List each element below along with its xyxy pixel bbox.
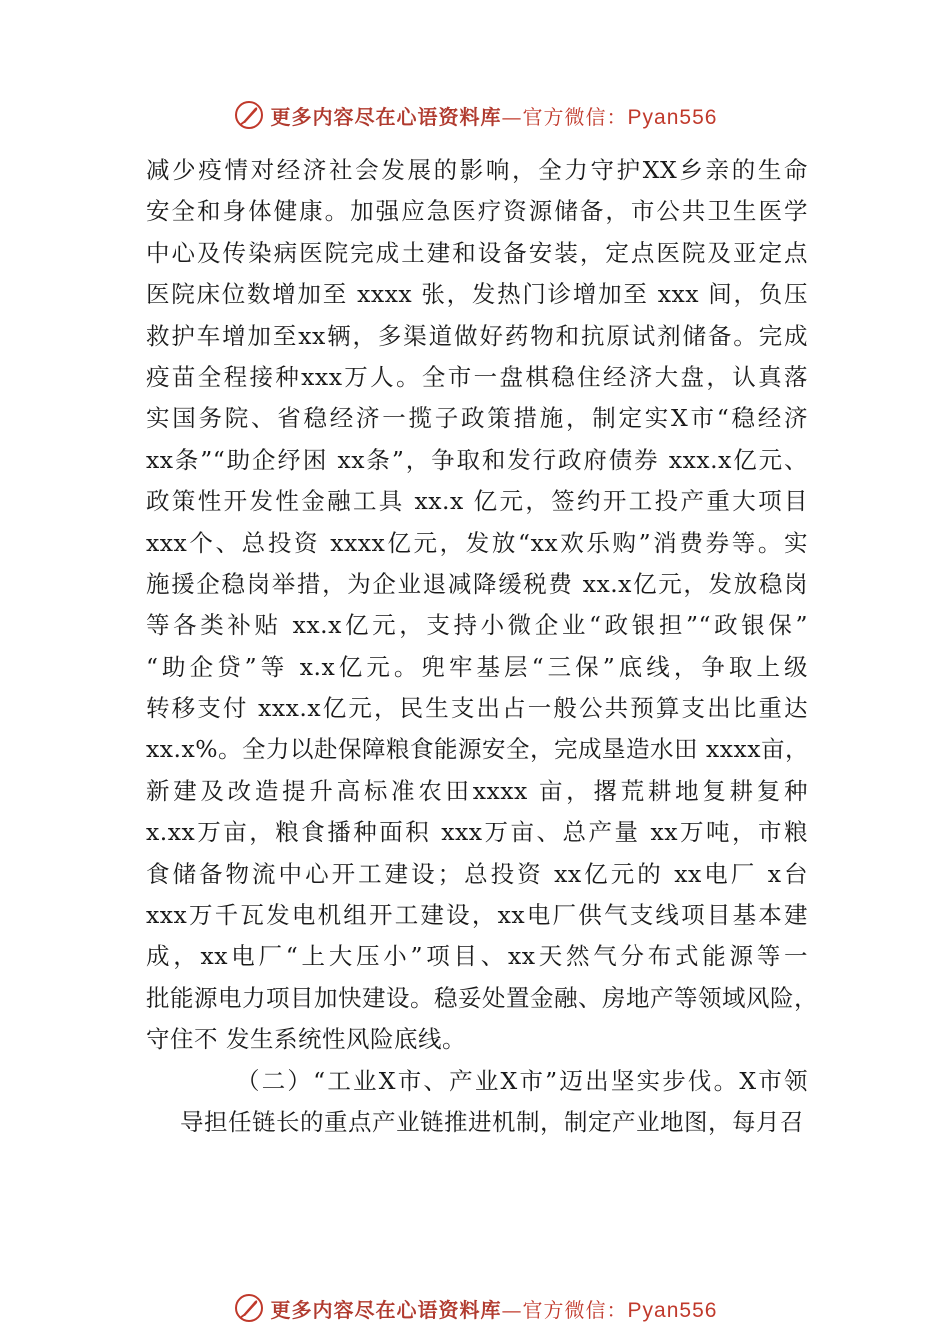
body-line: 成，xx电厂“上大压小”项目、xx天然气分布式能源等一 <box>146 942 808 971</box>
body-line: 新建及改造提升高标准农田xxxx 亩，撂荒耕地复耕复种 <box>146 776 808 805</box>
body-line: 疫苗全程接种xxx万人。全市一盘棋稳住经济大盘，认真落 <box>146 362 808 391</box>
section-heading: （二）“工业X市、产业X市”迈出坚实步伐。X市领 <box>236 1066 808 1095</box>
header-brand: 更多内容尽在心语资料库 <box>270 104 502 129</box>
footer-separator: — <box>501 1297 523 1322</box>
footer-banner-text <box>271 1294 718 1323</box>
body-line: 救护车增加至xx辆，多渠道做好药物和抗原试剂储备。完成 <box>146 321 808 350</box>
body-line: 安全和身体健康。加强应急医疗资源储备，市公共卫生医学 <box>146 197 808 226</box>
quill-logo-icon <box>233 1292 265 1324</box>
body-line: xx条”“助企纾困 xx条”，争取和发行政府债券 xxx.x亿元、 <box>146 445 808 474</box>
body-line: x.xx万亩，粮食播种面积 xxx万亩、总产量 xx万吨，市粮 <box>146 818 808 847</box>
quill-logo-icon <box>233 99 265 131</box>
body-line: 转移支付 xxx.x亿元，民生支出占一般公共预算支出比重达 <box>146 694 808 723</box>
body-line: 实国务院、省稳经济一揽子政策措施，制定实X市“稳经济 <box>146 404 808 433</box>
section-continuation: 导担任链长的重点产业链推进机制，制定产业地图，每月召 <box>180 1107 804 1136</box>
body-line: xxx万千瓦发电机组开工建设，xx电厂供气支线项目基本建 <box>146 901 808 930</box>
footer-brand: 更多内容尽在心语资料库 <box>270 1297 502 1322</box>
body-line: 等各类补贴 xx.x亿元，支持小微企业“政银担”“政银保” <box>146 611 808 640</box>
footer-banner <box>0 1288 950 1328</box>
header-contact-label: 官方微信： <box>522 104 628 129</box>
footer-contact-id: Pyan556 <box>627 1298 718 1322</box>
body-line: xx.x%。全力以赴保障粮食能源安全，完成垦造水田 xxxx亩， <box>146 735 810 764</box>
header-contact-id: Pyan556 <box>627 105 718 129</box>
body-line: 食储备物流中心开工建设；总投资 xx亿元的 xx电厂 x台 <box>146 859 808 888</box>
body-line: 中心及传染病医院完成土建和设备安装，定点医院及亚定点 <box>146 238 808 267</box>
body-line: “助企贷”等 x.x亿元。兜牢基层“三保”底线，争取上级 <box>146 652 808 681</box>
body-line: xxx个、总投资 xxxx亿元，发放“xx欢乐购”消费券等。实 <box>146 528 808 557</box>
header-banner-text <box>271 101 718 130</box>
body-line: 批能源电力项目加快建设。稳妥处置金融、房地产等领域风险， <box>146 983 818 1012</box>
document-body <box>146 150 818 1143</box>
body-line: 施援企稳岗举措，为企业退减降缓税费 xx.x亿元，发放稳岗 <box>146 569 808 598</box>
body-line: 减少疫情对经济社会发展的影响，全力守护XX乡亲的生命 <box>146 156 808 184</box>
body-line: 医院床位数增加至 xxxx 张，发热门诊增加至 xxx 间，负压 <box>146 280 808 309</box>
footer-contact-label: 官方微信： <box>522 1297 628 1322</box>
body-line: 政策性开发性金融工具 xx.x 亿元，签约开工投产重大项目 <box>146 487 808 516</box>
header-separator: — <box>501 104 523 129</box>
body-line: 守住不 发生系统性风险底线。 <box>146 1025 466 1054</box>
header-banner <box>0 95 950 135</box>
